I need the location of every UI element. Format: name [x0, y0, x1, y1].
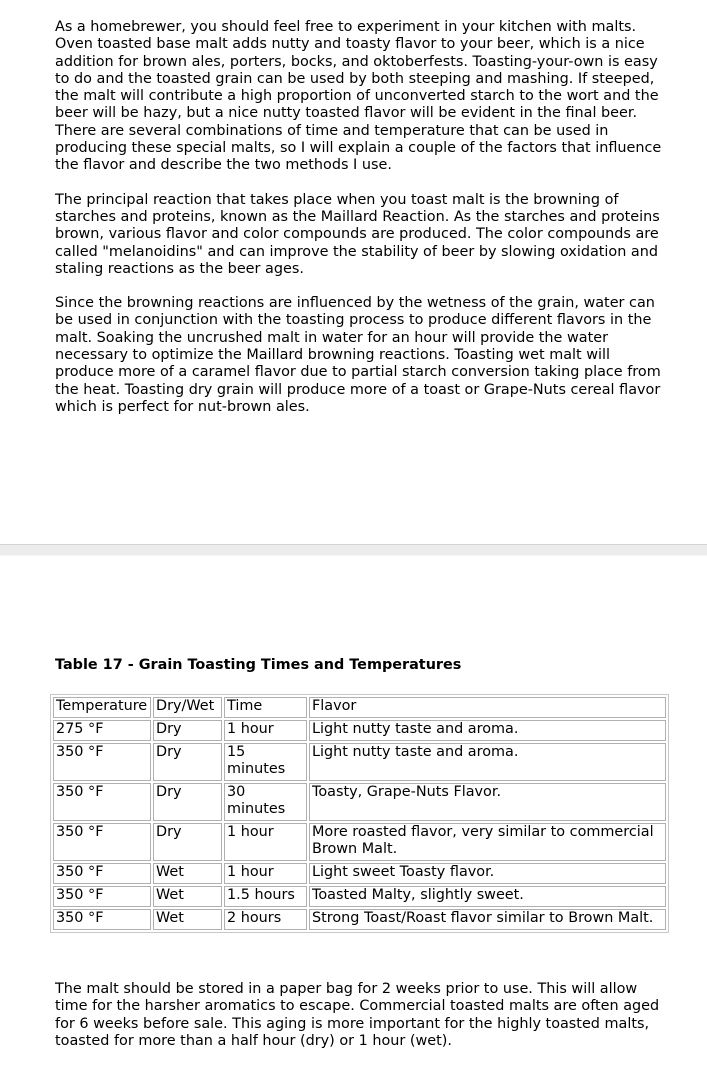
page-divider [0, 544, 707, 556]
table-cell: 350 °F [53, 863, 151, 884]
table-cell: 350 °F [53, 886, 151, 907]
table-cell: 350 °F [53, 783, 151, 821]
table-row [53, 863, 666, 884]
table-cell: Light sweet Toasty flavor. [309, 863, 666, 884]
table-row [53, 783, 666, 821]
intro-paragraph: The principal reaction that takes place when you toast malt is the browning of starches and proteins, known as the Maillard Reaction. As the starches and proteins brown, various flavor and color compounds are produced. The color compounds are called "melanoidins" and can improve the stability of beer by slowing oxidation and staling reactions as the beer ages. [55, 191, 660, 277]
table-cell: Dry [153, 823, 222, 861]
table-cell: 350 °F [53, 743, 151, 781]
table-cell: Dry [153, 720, 222, 741]
intro-paragraph: As a homebrewer, you should feel free to experiment in your kitchen with malts. Oven toasted base malt adds nutty and toasty flavor to your beer, which is a nice addition for brown ales, porters, bocks, and oktoberfests. Toasting-your-own is easy to do and the toasted grain can be used by both steeping and mashing. If steeped, the malt will contribute a high proportion of unconverted starch to the wort and the beer will be hazy, but a nice nutty toasted flavor will be evident in the final beer. There are several combinations of time and temperature that can be used in producing these special malts, so I will explain a couple of the factors that influence the flavor and describe the two methods I use. [55, 19, 662, 174]
table-cell: Dry [153, 743, 222, 781]
table-cell: Strong Toast/Roast flavor similar to Brown Malt. [309, 909, 666, 930]
table-cell: 2 hours [224, 909, 307, 930]
header-cell: Flavor [309, 697, 666, 718]
table-cell: 1 hour [224, 863, 307, 884]
table-cell: 1 hour [224, 720, 307, 741]
table-cell: More roasted flavor, very similar to commercial Brown Malt. [309, 823, 666, 861]
table-row [53, 909, 666, 930]
table-cell: 30 minutes [224, 783, 307, 821]
table-cell: Wet [153, 909, 222, 930]
table-title: Table 17 - Grain Toasting Times and Temperatures [55, 657, 462, 673]
table-cell: 350 °F [53, 823, 151, 861]
table-cell: 1.5 hours [224, 886, 307, 907]
outro-paragraph: The malt should be stored in a paper bag for 2 weeks prior to use. This will allow time for the harsher aromatics to escape. Commercial toasted malts are often aged for 6 weeks before sale. This aging is more important for the highly toasted malts, toasted for more than a half hour (dry) or 1 hour (wet). [55, 981, 660, 1049]
table-cell: 275 °F [53, 720, 151, 741]
header-cell: Temperature [53, 697, 151, 718]
table-row [53, 886, 666, 907]
table-row [53, 720, 666, 741]
table-row [53, 743, 666, 781]
header-cell: Time [224, 697, 307, 718]
table-cell: Toasty, Grape-Nuts Flavor. [309, 783, 666, 821]
table-cell: 350 °F [53, 909, 151, 930]
table-cell: Toasted Malty, slightly sweet. [309, 886, 666, 907]
table-cell: Light nutty taste and aroma. [309, 743, 666, 781]
header-cell: Dry/Wet [153, 697, 222, 718]
intro-paragraph: Since the browning reactions are influenced by the wetness of the grain, water can be used in conjunction with the toasting process to produce different flavors in the malt. Soaking the uncrushed malt in water for an hour will provide the water necessary to optimize the Maillard browning reactions. Toasting wet malt will produce more of a caramel flavor due to partial starch conversion taking place from the heat. Toasting dry grain will produce more of a toast or Grape-Nuts cereal flavor which is perfect for nut-brown ales. [55, 295, 661, 415]
table-cell: 15 minutes [224, 743, 307, 781]
table-header-row [53, 697, 666, 718]
article-intro [55, 19, 670, 433]
table-cell: Wet [153, 886, 222, 907]
table-cell: Dry [153, 783, 222, 821]
table-cell: 1 hour [224, 823, 307, 861]
table-cell: Wet [153, 863, 222, 884]
table-row [53, 823, 666, 861]
table-cell: Light nutty taste and aroma. [309, 720, 666, 741]
grain-toasting-table [50, 694, 669, 933]
